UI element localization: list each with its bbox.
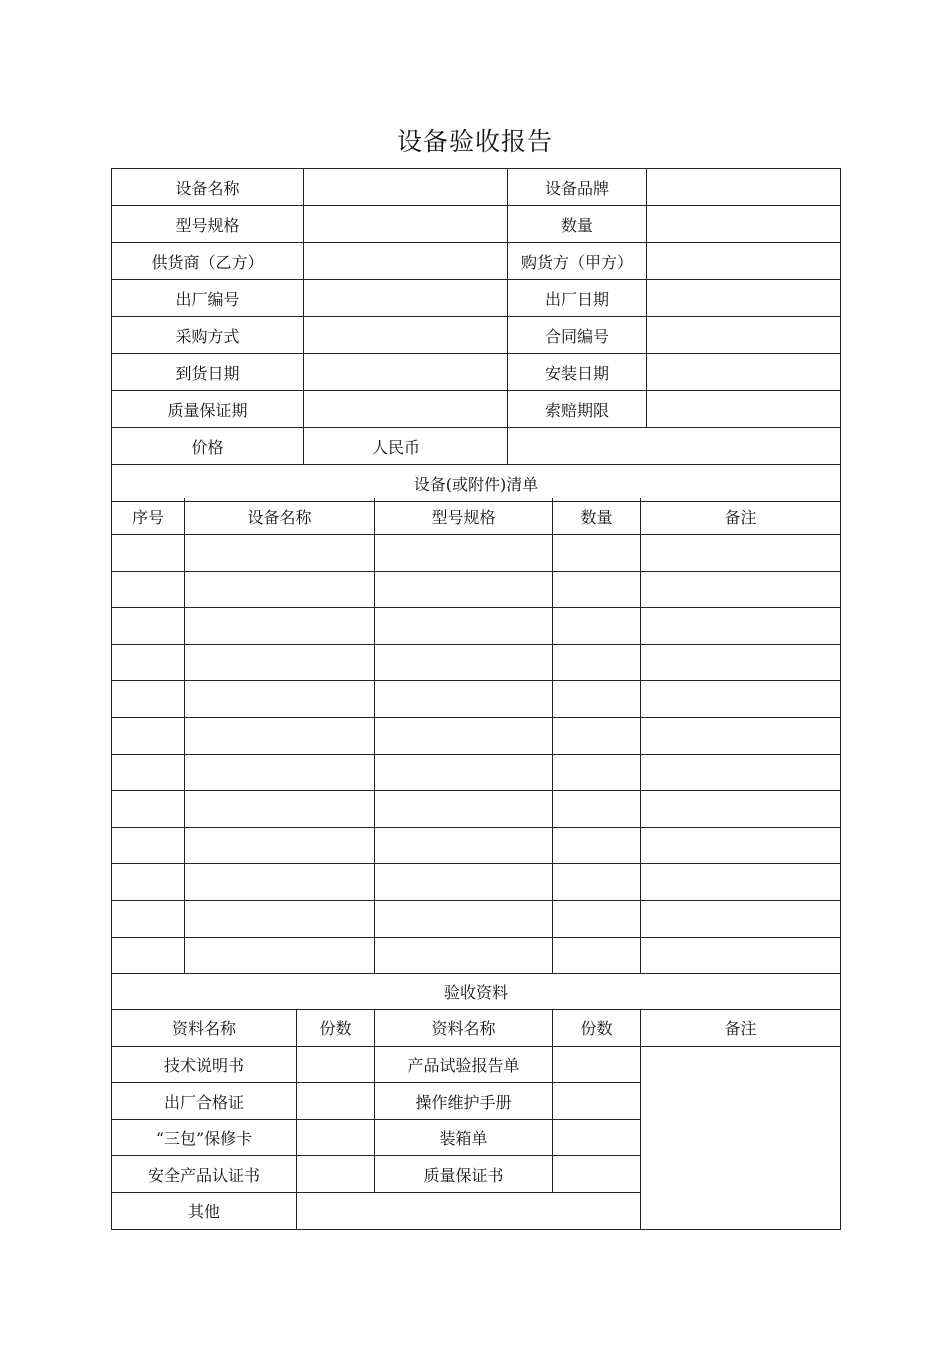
section-heading-row: [112, 973, 841, 1010]
table-row: [112, 827, 841, 864]
other-value-cell[interactable]: [297, 1193, 641, 1230]
table-cell[interactable]: [112, 937, 185, 974]
table-cell[interactable]: [185, 864, 375, 901]
table-cell[interactable]: [185, 791, 375, 828]
column-header: 份数: [297, 1010, 375, 1047]
table-cell[interactable]: [112, 535, 185, 572]
table-cell[interactable]: [553, 864, 641, 901]
table-cell[interactable]: [112, 571, 185, 608]
table-cell[interactable]: [375, 827, 553, 864]
field-value-cell[interactable]: [304, 391, 508, 428]
copies-cell[interactable]: [553, 1156, 641, 1193]
table-cell[interactable]: [375, 644, 553, 681]
table-cell[interactable]: [641, 608, 841, 645]
table-row: [112, 718, 841, 755]
table-cell[interactable]: [112, 901, 185, 938]
field-label: 型号规格: [112, 206, 304, 243]
table-cell[interactable]: [553, 571, 641, 608]
table-cell[interactable]: [185, 571, 375, 608]
table-cell[interactable]: [112, 791, 185, 828]
field-label: 索赔期限: [508, 391, 647, 428]
table-cell[interactable]: [641, 754, 841, 791]
table-cell[interactable]: [375, 681, 553, 718]
document-name: 出厂合格证: [112, 1083, 297, 1120]
field-value-cell[interactable]: [304, 354, 508, 391]
remarks-cell[interactable]: [641, 1046, 841, 1229]
table-header-row: [112, 498, 841, 535]
copies-cell[interactable]: [553, 1046, 641, 1083]
table-cell[interactable]: [641, 571, 841, 608]
table-cell[interactable]: [641, 644, 841, 681]
price-label: 价格: [112, 428, 304, 465]
field-value-cell[interactable]: [647, 243, 841, 280]
table-cell[interactable]: [553, 791, 641, 828]
table-cell[interactable]: [553, 827, 641, 864]
field-value-cell[interactable]: [647, 317, 841, 354]
table-cell[interactable]: [185, 644, 375, 681]
table-cell[interactable]: [375, 937, 553, 974]
table-cell[interactable]: [375, 535, 553, 572]
field-value-cell[interactable]: [647, 354, 841, 391]
table-cell[interactable]: [553, 754, 641, 791]
copies-cell[interactable]: [553, 1083, 641, 1120]
table-cell[interactable]: [112, 608, 185, 645]
price-value-cell[interactable]: [508, 428, 841, 465]
table-row: [112, 644, 841, 681]
table-header-row: [112, 1010, 841, 1047]
field-label: 出厂日期: [508, 280, 647, 317]
column-header: 资料名称: [112, 1010, 297, 1047]
table-row: [112, 608, 841, 645]
field-label: 安装日期: [508, 354, 647, 391]
table-cell[interactable]: [553, 718, 641, 755]
table-cell[interactable]: [375, 901, 553, 938]
table-cell[interactable]: [185, 681, 375, 718]
table-cell[interactable]: [112, 827, 185, 864]
field-label: 采购方式: [112, 317, 304, 354]
table-cell[interactable]: [375, 608, 553, 645]
table-cell[interactable]: [641, 937, 841, 974]
table-cell[interactable]: [112, 754, 185, 791]
currency-label: 人民币: [304, 428, 508, 465]
other-label: 其他: [112, 1193, 297, 1230]
equipment-list-table: [111, 498, 841, 974]
column-header: 设备名称: [185, 498, 375, 535]
field-value-cell[interactable]: [647, 169, 841, 206]
column-header: 数量: [553, 498, 641, 535]
table-row: [112, 571, 841, 608]
column-header: 备注: [641, 498, 841, 535]
copies-cell[interactable]: [553, 1119, 641, 1156]
price-row: [112, 428, 841, 465]
copies-cell[interactable]: [297, 1156, 375, 1193]
field-label: 设备名称: [112, 169, 304, 206]
table-cell[interactable]: [553, 535, 641, 572]
document-name: 装箱单: [375, 1119, 553, 1156]
table-cell[interactable]: [641, 827, 841, 864]
field-label: 质量保证期: [112, 391, 304, 428]
table-row: [112, 280, 841, 317]
table-row: [112, 937, 841, 974]
field-value-cell[interactable]: [304, 206, 508, 243]
copies-cell[interactable]: [297, 1119, 375, 1156]
equipment-info-table: [111, 168, 841, 502]
table-cell[interactable]: [185, 901, 375, 938]
page-title: 设备验收报告: [396, 127, 553, 156]
table-cell[interactable]: [553, 937, 641, 974]
document-name: 产品试验报告单: [375, 1046, 553, 1083]
table-row: [112, 791, 841, 828]
document-name: 安全产品认证书: [112, 1156, 297, 1193]
document-name: 操作维护手册: [375, 1083, 553, 1120]
table-cell[interactable]: [641, 718, 841, 755]
table-cell[interactable]: [641, 864, 841, 901]
documents-heading: 验收资料: [112, 973, 841, 1010]
document-name: 技术说明书: [112, 1046, 297, 1083]
field-value-cell[interactable]: [647, 391, 841, 428]
documents-table: [111, 973, 841, 1230]
table-cell[interactable]: [185, 827, 375, 864]
table-cell[interactable]: [553, 681, 641, 718]
table-cell[interactable]: [112, 864, 185, 901]
table-row: [112, 317, 841, 354]
table-row: [112, 535, 841, 572]
field-label: 出厂编号: [112, 280, 304, 317]
table-cell[interactable]: [185, 718, 375, 755]
copies-cell[interactable]: [297, 1083, 375, 1120]
field-label: 设备品牌: [508, 169, 647, 206]
table-cell[interactable]: [185, 937, 375, 974]
document-name: 质量保证书: [375, 1156, 553, 1193]
column-header: 份数: [553, 1010, 641, 1047]
field-label: 到货日期: [112, 354, 304, 391]
table-cell[interactable]: [375, 718, 553, 755]
table-row: [112, 354, 841, 391]
table-row: [112, 391, 841, 428]
table-cell[interactable]: [112, 681, 185, 718]
table-row: [112, 206, 841, 243]
table-row: [112, 243, 841, 280]
table-cell[interactable]: [112, 644, 185, 681]
field-value-cell[interactable]: [304, 317, 508, 354]
section-heading-row: [112, 465, 841, 502]
table-cell[interactable]: [641, 681, 841, 718]
table-row: [112, 864, 841, 901]
column-header: 备注: [641, 1010, 841, 1047]
column-header: 序号: [112, 498, 185, 535]
field-value-cell[interactable]: [304, 243, 508, 280]
field-value-cell[interactable]: [304, 280, 508, 317]
table-cell[interactable]: [553, 644, 641, 681]
field-value-cell[interactable]: [304, 169, 508, 206]
table-cell[interactable]: [641, 791, 841, 828]
table-cell[interactable]: [375, 571, 553, 608]
field-value-cell[interactable]: [647, 280, 841, 317]
table-row: [112, 169, 841, 206]
table-row: [112, 1046, 841, 1083]
field-label: 数量: [508, 206, 647, 243]
equipment-list-heading: 设备(或附件)清单: [112, 465, 841, 502]
table-cell[interactable]: [375, 864, 553, 901]
table-cell[interactable]: [185, 754, 375, 791]
column-header: 型号规格: [375, 498, 553, 535]
field-label: 供货商（乙方）: [112, 243, 304, 280]
table-row: [112, 901, 841, 938]
table-row: [112, 681, 841, 718]
table-cell[interactable]: [553, 608, 641, 645]
table-cell[interactable]: [185, 608, 375, 645]
field-label: 合同编号: [508, 317, 647, 354]
table-cell[interactable]: [553, 901, 641, 938]
table-cell[interactable]: [641, 535, 841, 572]
field-value-cell[interactable]: [647, 206, 841, 243]
table-cell[interactable]: [375, 754, 553, 791]
table-cell[interactable]: [112, 718, 185, 755]
table-cell[interactable]: [185, 535, 375, 572]
document-name: “三包”保修卡: [112, 1119, 297, 1156]
table-cell[interactable]: [375, 791, 553, 828]
column-header: 资料名称: [375, 1010, 553, 1047]
copies-cell[interactable]: [297, 1046, 375, 1083]
table-row: [112, 754, 841, 791]
table-cell[interactable]: [641, 901, 841, 938]
field-label: 购货方（甲方）: [508, 243, 647, 280]
